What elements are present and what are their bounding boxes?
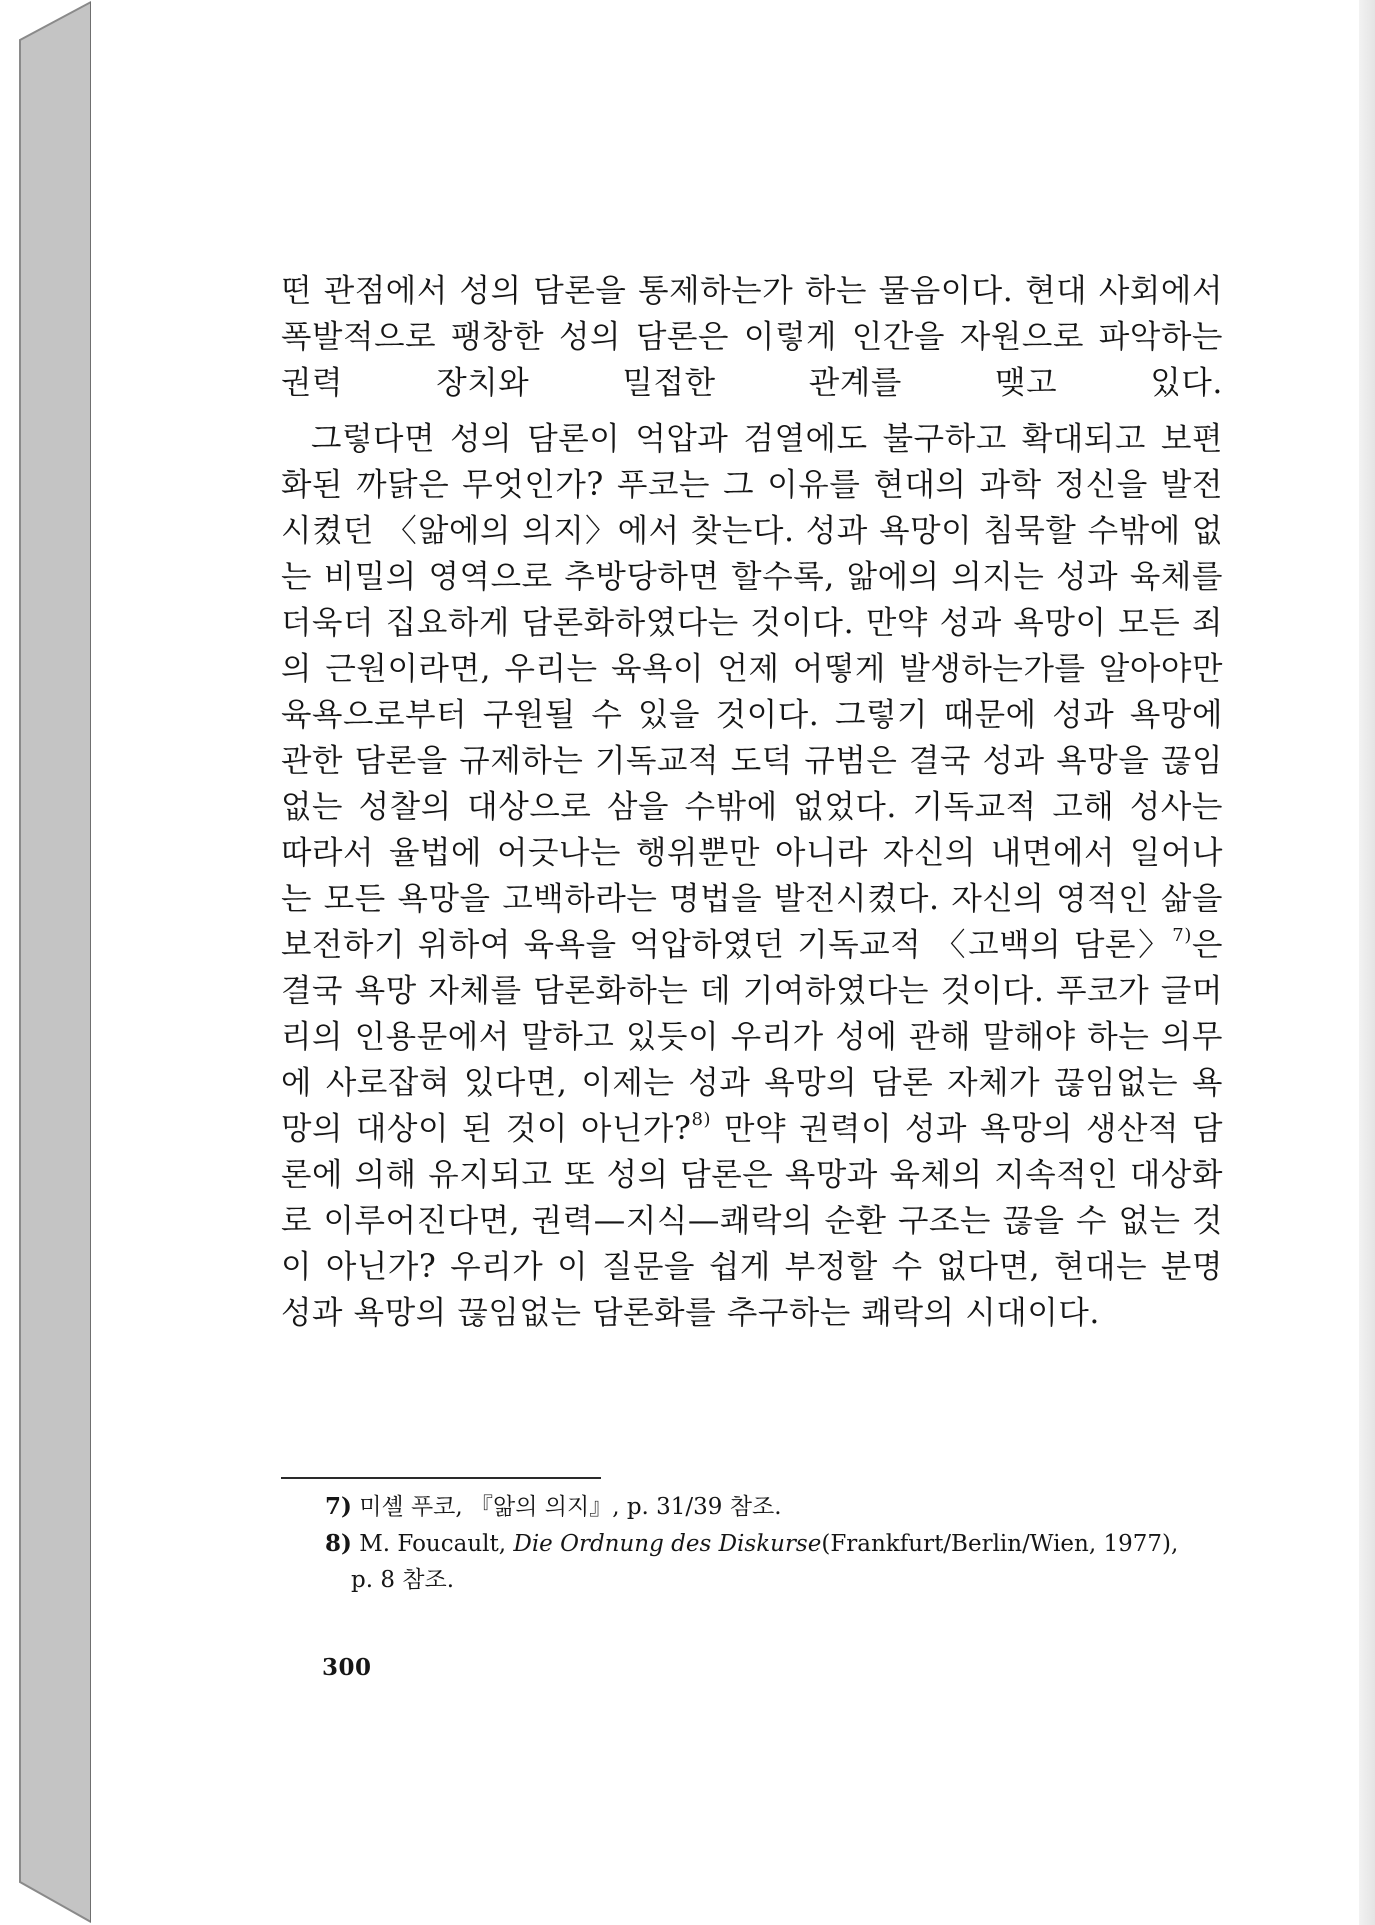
footnote-author: M. Foucault, xyxy=(359,1531,507,1557)
footnote-title: Die Ordnung des Diskurse xyxy=(513,1531,822,1557)
footnote-ref-8: 8) xyxy=(691,1108,712,1130)
page-number: 300 xyxy=(322,1654,372,1681)
paragraph-text: 그렇다면 성의 담론이 억압과 검열에도 불구하고 확대되고 보편화된 까닭은 무엇인가? 푸코는 그 이유를 현대의 과학 정신을 발전시켰던 〈앎에의 의지〉에서 찾는다. 성과 욕망이 침묵할 수밖에 없는 비밀의 영역으로 추방당하면 할수록, 앎에의 의지는 성과 육체를 더욱더 집요하게 담론화하였다는 것이다. 만약 성과 욕망이 모든 죄의 근원이라면, 우리는 육욕이 언제 어떻게 발생하는가를 알아야만 육욕으로부터 구원될 수 있을 것이다. 그렇기 때문에 성과 욕망에 관한 담론을 규제하는 기독교적 도덕 규범은 결국 성과 욕망을 끊임없는 성찰의 대상으로 삼을 수밖에 없었다. 기독교적 고해 성사는 따라서 율법에 어긋나는 행위뿐만 아니라 자신의 내면에서 일어나는 모든 욕망을 고백하라는 명법을 발전시켰다. 자신의 영적인 삶을 보전하기 위하여 육욕을 억압하였던 기독교적 〈고백의 담론〉 xyxy=(281,421,1223,963)
body-paragraph-2 xyxy=(281,416,1223,1336)
footnote-text: 미셸 푸코, 『앎의 의지』, p. 31/39 참조. xyxy=(359,1494,782,1520)
footnote-rule xyxy=(281,1477,601,1479)
footnote-8 xyxy=(325,1526,1225,1598)
footnote-number: 8) xyxy=(325,1530,352,1557)
paragraph-text: 떤 관점에서 성의 담론을 통제하는가 하는 물음이다. 현대 사회에서 폭발적으로 팽창한 성의 담론은 이렇게 인간을 자원으로 파악하는 권력 장치와 밀접한 관계를 맺고 있다. xyxy=(281,273,1223,401)
paragraph-text: 만약 권력이 성과 욕망의 생산적 담론에 의해 유지되고 또 성의 담론은 욕망과 육체의 지속적인 대상화로 이루어진다면, 권력—지식—쾌락의 순환 구조는 끊을 수 없는 것이 아닌가? 우리가 이 질문을 쉽게 부정할 수 없다면, 현대는 분명 성과 욕망의 끊임없는 담론화를 추구하는 쾌락의 시대이다. xyxy=(281,1111,1223,1331)
body-paragraph-1 xyxy=(281,268,1223,406)
page-edge xyxy=(1359,0,1375,1925)
footnote-7 xyxy=(325,1489,1225,1525)
footnote-page-ref: p. 8 참조. xyxy=(351,1567,455,1593)
footnote-number: 7) xyxy=(325,1493,352,1520)
paragraph-text: 은 결국 욕망 자체를 담론화하는 데 기여하였다는 것이다. 푸코가 글머리의 인용문에서 말하고 있듯이 우리가 성에 관해 말해야 하는 의무에 사로잡혀 있다면, 이제는 성과 욕망의 담론 자체가 끊임없는 욕망의 대상이 된 것이 아닌가? xyxy=(281,927,1223,1147)
footnote-ref-7: 7) xyxy=(1172,924,1192,946)
footnote-publication: (Frankfurt/Berlin/Wien, 1977), xyxy=(821,1531,1179,1557)
